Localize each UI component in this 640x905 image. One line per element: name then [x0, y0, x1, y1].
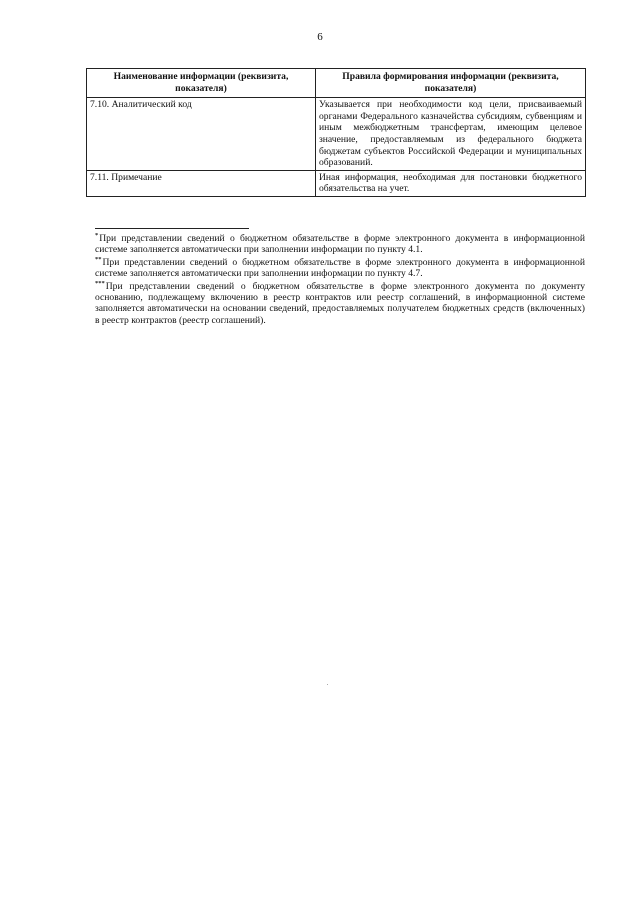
row-rule-cell: Указывается при необходимости код цели, присваиваемый органами Федерального казначейства субсидиям, субвенциям и иным межбюджетным трансфертам, имеющим целевое значение, предоставляемым из федерального бюджета бюджетам субъектов Российской Федерации и муниципальных образований. [316, 98, 586, 171]
footnote-marker: *** [95, 279, 105, 287]
footnote-item [95, 281, 585, 327]
footnote-item [95, 257, 585, 280]
information-table [86, 68, 586, 197]
row-name-cell: 7.11. Примечание [87, 170, 316, 196]
footnote-item [95, 233, 585, 256]
row-name-cell: 7.10. Аналитический код [87, 98, 316, 171]
footnote-separator [95, 228, 249, 229]
table-row [87, 170, 586, 196]
footnotes-section [95, 233, 585, 327]
footnote-marker: ** [95, 255, 102, 263]
table-header-row [87, 69, 586, 98]
footnote-marker: * [95, 232, 99, 239]
column-header-rules: Правила формирования информации (реквизита, показателя) [316, 69, 586, 98]
footnote-text: При представлении сведений о бюджетном обязательстве в форме электронного документа в информационной системе заполняется автоматически при заполнении информации по пункту 4.1. [95, 233, 585, 256]
table-row [87, 98, 586, 171]
scan-speck [327, 684, 328, 685]
footnote-text: При представлении сведений о бюджетном обязательстве в форме электронного документа по документу основанию, подлежащему включению в реестр контрактов или реестр соглашений, в информационной системе заполняется автоматически на основании сведений, предоставляемых получателем бюджетных средств (включенных) в реестр контрактов (реестр соглашений). [95, 280, 585, 326]
column-header-name: Наименование информации (реквизита, показателя) [87, 69, 316, 98]
page-number: 6 [317, 31, 323, 43]
footnote-text: При представлении сведений о бюджетном обязательстве в форме электронного документа в информационной системе заполняется автоматически при заполнении информации по пункту 4.7. [95, 256, 585, 280]
row-rule-cell: Иная информация, необходимая для постановки бюджетного обязательства на учет. [316, 170, 586, 196]
